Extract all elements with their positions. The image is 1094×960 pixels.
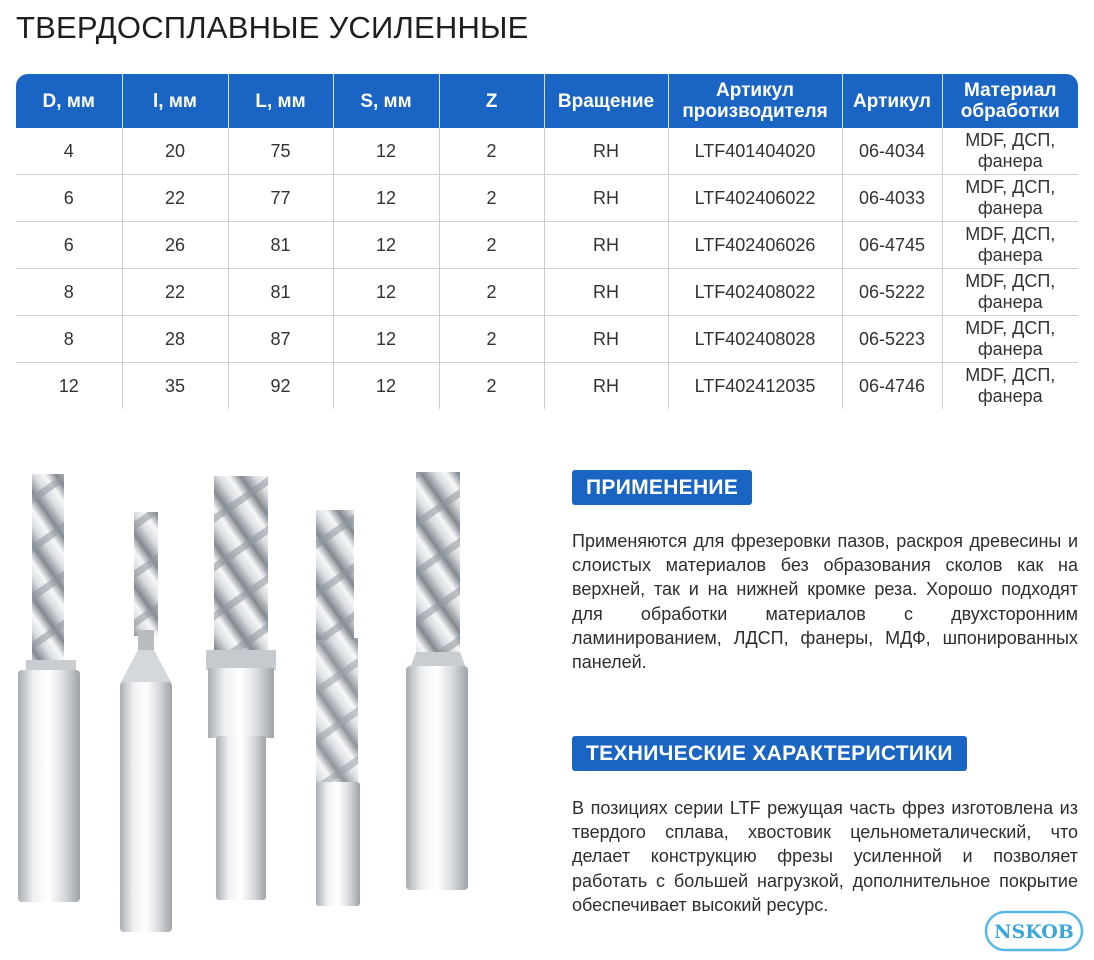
- table-row: [16, 128, 1078, 175]
- table-cell: 12: [16, 363, 122, 410]
- table-cell: 26: [122, 222, 228, 269]
- table-cell: MDF, ДСП, фанера: [965, 365, 1056, 406]
- column-header: Артикул производителя: [668, 74, 842, 128]
- table-cell: 6: [16, 222, 122, 269]
- column-header: Материал обработки: [942, 74, 1078, 128]
- table-cell: 2: [439, 316, 544, 363]
- table-cell: MDF, ДСП, фанера: [942, 128, 1078, 175]
- specs-heading: ТЕХНИЧЕСКИЕ ХАРАКТЕРИСТИКИ: [572, 736, 967, 771]
- table-cell: LTF402408022: [668, 269, 842, 316]
- table-cell: 22: [122, 175, 228, 222]
- router-bit-4: [316, 510, 360, 906]
- table-row: [16, 269, 1078, 316]
- table-cell: 22: [122, 269, 228, 316]
- table-cell: 12: [333, 222, 439, 269]
- table-cell: RH: [544, 222, 668, 269]
- application-heading: ПРИМЕНЕНИЕ: [572, 470, 752, 505]
- table-cell: 06-5222: [842, 269, 942, 316]
- table-cell: MDF, ДСП, фанера: [942, 222, 1078, 269]
- table-cell: 92: [228, 363, 333, 410]
- table-cell: LTF402408028: [668, 316, 842, 363]
- table-cell: RH: [544, 128, 668, 175]
- table-cell: RH: [544, 269, 668, 316]
- table-cell: MDF, ДСП, фанера: [942, 316, 1078, 363]
- table-cell: 2: [439, 363, 544, 410]
- table-cell: 06-4034: [842, 128, 942, 175]
- table-cell: MDF, ДСП, фанера: [942, 269, 1078, 316]
- table-cell: 81: [228, 222, 333, 269]
- svg-text:NSKOB: NSKOB: [994, 921, 1074, 943]
- table-cell: 06-5223: [842, 316, 942, 363]
- table-cell: 77: [228, 175, 333, 222]
- table-cell: 2: [439, 128, 544, 175]
- table-cell: 06-4033: [842, 175, 942, 222]
- table-cell: 12: [333, 363, 439, 410]
- table-cell: 2: [439, 222, 544, 269]
- column-header: Вращение: [544, 74, 668, 128]
- column-header: L, мм: [228, 74, 333, 128]
- table-cell: LTF402406026: [668, 222, 842, 269]
- table-cell: RH: [544, 316, 668, 363]
- table-cell: LTF402406022: [668, 175, 842, 222]
- table-cell: MDF, ДСП, фанера: [942, 175, 1078, 222]
- watermark-logo: [984, 910, 1084, 952]
- table-cell: 06-4746: [842, 363, 942, 410]
- table-row: [16, 363, 1078, 410]
- router-bit-1: [18, 474, 80, 902]
- router-bit-3: [206, 476, 276, 900]
- table-cell: 12: [333, 269, 439, 316]
- table-cell: 12: [333, 128, 439, 175]
- table-cell: 06-4745: [842, 222, 942, 269]
- table-row: [16, 222, 1078, 269]
- column-header: l, мм: [122, 74, 228, 128]
- table-cell: 28: [122, 316, 228, 363]
- table-cell: 2: [439, 269, 544, 316]
- table-header-row: [16, 74, 1078, 128]
- column-header: S, мм: [333, 74, 439, 128]
- table-cell: 2: [439, 175, 544, 222]
- table-cell: RH: [544, 363, 668, 410]
- table-cell: RH: [544, 175, 668, 222]
- column-header: Z: [439, 74, 544, 128]
- table-cell: 35: [122, 363, 228, 410]
- application-text: Применяются для фрезеровки пазов, раскроя древесины и слоистых материалов без образования сколов как на верхней, так и на нижней кромке реза. Хорошо подходят для обработки материалов с двухсторонним ламинированием, ЛДСП, фанеры, МДФ, шпонированных панелей.: [572, 531, 1078, 673]
- table-cell: LTF402412035: [668, 363, 842, 410]
- table-cell: LTF401404020: [668, 128, 842, 175]
- router-bit-2: [120, 512, 172, 932]
- table-cell: 20: [122, 128, 228, 175]
- table-cell: 75: [228, 128, 333, 175]
- router-bits-image: [10, 462, 510, 952]
- column-header: D, мм: [16, 74, 122, 128]
- table-cell: 12: [333, 316, 439, 363]
- table-cell: 8: [16, 269, 122, 316]
- router-bit-5: [406, 472, 468, 890]
- table-cell: 8: [16, 316, 122, 363]
- table-cell: 4: [16, 128, 122, 175]
- specs-text: В позициях серии LTF режущая часть фрез изготовлена из твердого сплава, хвостовик цельнометалический, что делает конструкцию фрезы усиленной и позволяет работать с большей нагрузкой, дополнительное покрытие обеспечивает высокий ресурс.: [572, 798, 1078, 915]
- table-cell: 12: [333, 175, 439, 222]
- table-cell: 81: [228, 269, 333, 316]
- table-row: [16, 175, 1078, 222]
- specs-table: [16, 74, 1078, 409]
- table-cell: 6: [16, 175, 122, 222]
- column-header: Артикул: [842, 74, 942, 128]
- table-row: [16, 316, 1078, 363]
- table-cell: 87: [228, 316, 333, 363]
- page-title: ТВЕРДОСПЛАВНЫЕ УСИЛЕННЫЕ: [16, 10, 529, 45]
